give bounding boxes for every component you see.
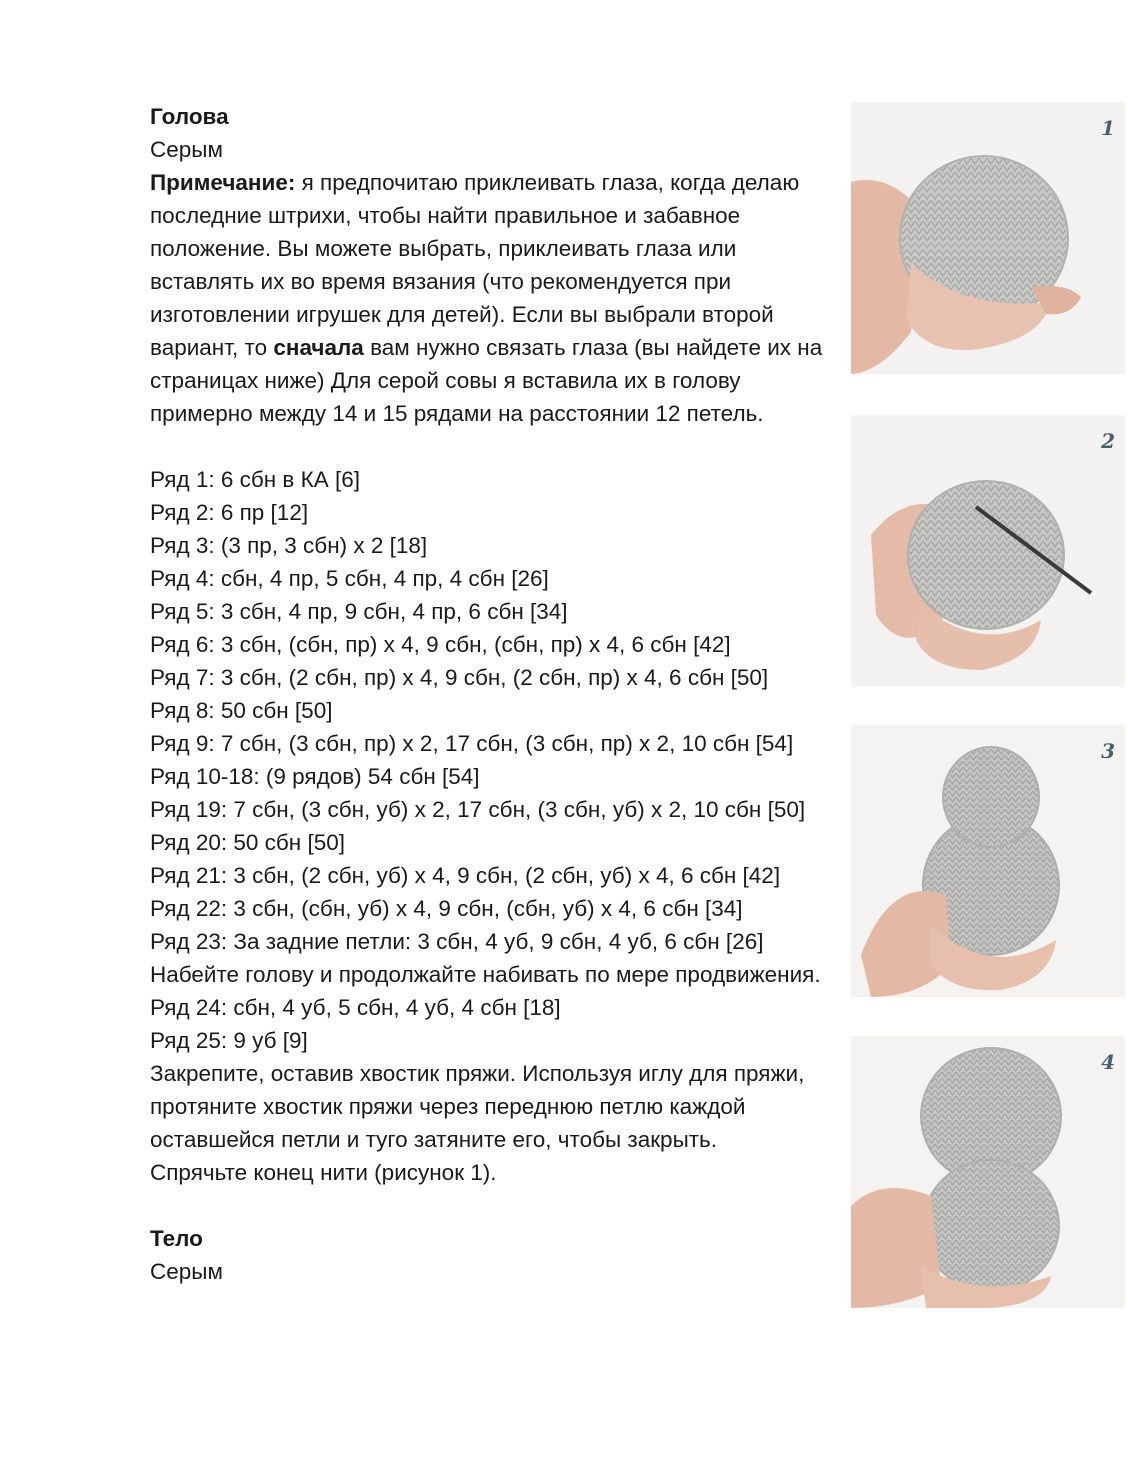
row-line: Ряд 5: 3 сбн, 4 пр, 9 сбн, 4 пр, 6 сбн [34]	[150, 599, 568, 624]
photo-step-1	[851, 102, 1125, 374]
note-text-1: я предпочитаю приклеивать глаза, когда делаю последние штрихи, чтобы найти правильное и забавное положение. Вы можете выбрать, приклеивать глаза или вставлять их во время вязания (что рекомендуется при изготовлении игрушек для детей). Если вы выбрали второй вариант, то	[150, 170, 800, 360]
photo-number: 1	[1101, 116, 1115, 140]
photo-number: 3	[1101, 739, 1115, 763]
row-line: Ряд 10-18: (9 рядов) 54 сбн [54]	[150, 764, 480, 789]
row-line: Ряд 9: 7 сбн, (3 сбн, пр) х 2, 17 сбн, (3 сбн, пр) х 2, 10 сбн [54]	[150, 731, 794, 756]
photo-2-image	[851, 415, 1125, 687]
note-label: Примечание:	[150, 170, 296, 195]
row-line: Ряд 24: сбн, 4 уб, 5 сбн, 4 уб, 4 сбн [18]	[150, 995, 561, 1020]
instruction-line: Спрячьте конец нити (рисунок 1).	[150, 1160, 497, 1185]
row-line: Ряд 4: сбн, 4 пр, 5 сбн, 4 пр, 4 сбн [26]	[150, 566, 549, 591]
row-line: Ряд 22: 3 сбн, (сбн, уб) х 4, 9 сбн, (сбн, уб) х 4, 6 сбн [34]	[150, 896, 743, 921]
row-line: Ряд 6: 3 сбн, (сбн, пр) х 4, 9 сбн, (сбн, пр) х 4, 6 сбн [42]	[150, 632, 731, 657]
instruction-line: Набейте голову и продолжайте набивать по мере продвижения.	[150, 962, 821, 987]
rows-list	[150, 463, 840, 1189]
pattern-text	[150, 100, 840, 1288]
row-line: Ряд 3: (3 пр, 3 сбн) х 2 [18]	[150, 533, 428, 558]
note-text-2: вам нужно связать глаза (вы найдете их на страницах ниже) Для серой совы я вставила их в голову примерно между 14 и 15 рядами на расстоянии 12 петель.	[150, 335, 823, 426]
yarn-color-body: Серым	[150, 1259, 223, 1284]
photo-3-image	[851, 725, 1125, 997]
row-line: Ряд 25: 9 уб [9]	[150, 1028, 308, 1053]
row-line: Ряд 23: За задние петли: 3 сбн, 4 уб, 9 сбн, 4 уб, 6 сбн [26]	[150, 929, 764, 954]
instruction-line: Закрепите, оставив хвостик пряжи. Используя иглу для пряжи, протяните хвостик пряжи через переднюю петлю каждой оставшейся петли и туго затяните его, чтобы закрыть.	[150, 1061, 805, 1152]
note-emphasis: сначала	[273, 335, 364, 360]
section-title-head: Голова	[150, 104, 229, 129]
photo-4-image	[851, 1036, 1125, 1308]
row-line: Ряд 19: 7 сбн, (3 сбн, уб) х 2, 17 сбн, (3 сбн, уб) х 2, 10 сбн [50]	[150, 797, 806, 822]
row-line: Ряд 2: 6 пр [12]	[150, 500, 309, 525]
row-line: Ряд 8: 50 сбн [50]	[150, 698, 333, 723]
photo-step-4	[851, 1036, 1125, 1308]
yarn-color-head: Серым	[150, 137, 223, 162]
note-paragraph	[150, 166, 840, 430]
spacer	[150, 430, 840, 463]
photo-number: 2	[1101, 429, 1115, 453]
spacer	[150, 1189, 840, 1222]
row-line: Ряд 1: 6 сбн в КА [6]	[150, 467, 361, 492]
photo-1-image	[851, 102, 1125, 374]
photo-step-2	[851, 415, 1125, 687]
row-line: Ряд 20: 50 сбн [50]	[150, 830, 345, 855]
row-line: Ряд 7: 3 сбн, (2 сбн, пр) х 4, 9 сбн, (2 сбн, пр) х 4, 6 сбн [50]	[150, 665, 769, 690]
photo-step-3	[851, 725, 1125, 997]
photo-number: 4	[1101, 1050, 1115, 1074]
row-line: Ряд 21: 3 сбн, (2 сбн, уб) х 4, 9 сбн, (2 сбн, уб) х 4, 6 сбн [42]	[150, 863, 781, 888]
section-title-body: Тело	[150, 1226, 203, 1251]
